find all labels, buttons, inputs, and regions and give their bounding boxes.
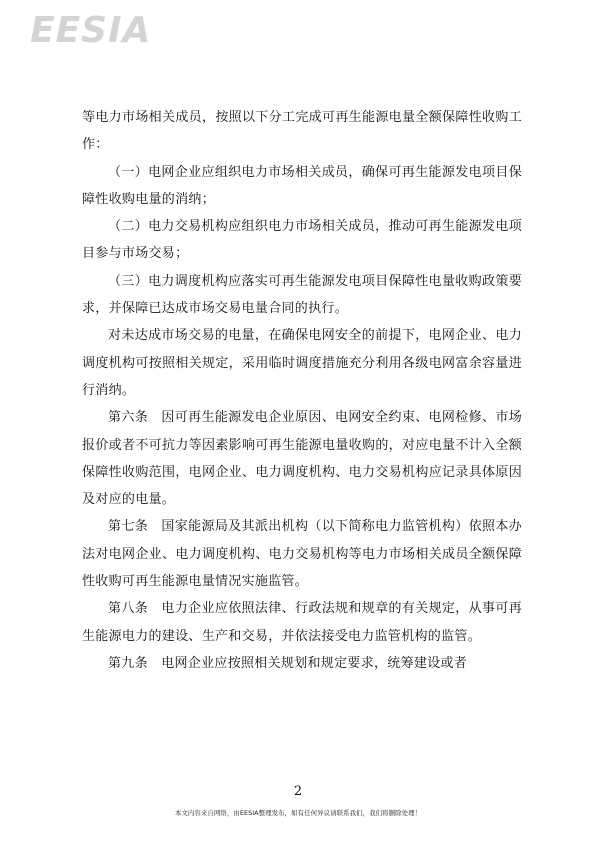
body-paragraph: （一）电网企业应组织电力市场相关成员，确保可再生能源发电项目保障性收购电量的消纳；: [82, 164, 522, 207]
article-8-paragraph: 第八条 电力企业应依照法律、行政法规和规章的有关规定，从事可再生能源电力的建设、生产和交易，并依法接受电力监管机构的监管。: [82, 601, 522, 644]
document-body: [82, 104, 522, 677]
body-paragraph: 等电力市场相关成员，按照以下分工完成可再生能源电量全额保障性收购工作：: [82, 110, 522, 153]
page-number: 2: [293, 784, 303, 799]
article-7-paragraph: 第七条 国家能源局及其派出机构（以下简称电力监管机构）依照本办法对电网企业、电力调度机构、电力交易机构等电力市场相关成员全额保障性收购可再生能源电量情况实施监管。: [82, 519, 522, 590]
article-9-paragraph: 第九条 电网企业应按照相关规划和规定要求，统筹建设或者: [108, 655, 468, 671]
eesia-logo: EESIA: [30, 10, 152, 51]
article-6-paragraph: 第六条 因可再生能源发电企业原因、电网安全约束、电网检修、市场报价或者不可抗力等因素影响可再生能源电量收购的，对应电量不计入全额保障性收购范围，电网企业、电力调度机构、电力交易机构应记录具体原因及对应的电量。: [82, 410, 522, 508]
footer-disclaimer: 本文内容来自网络，由EESIA整理发布，如有任何异议请联系我们，我们将删除处理！: [174, 809, 422, 817]
body-paragraph: （二）电力交易机构应组织电力市场相关成员，推动可再生能源发电项目参与市场交易；: [82, 219, 522, 262]
body-paragraph: 对未达成市场交易的电量，在确保电网安全的前提下，电网企业、电力调度机构可按照相关规定，采用临时调度措施充分利用各级电网富余容量进行消纳。: [82, 328, 522, 398]
body-paragraph: （三）电力调度机构应落实可再生能源发电项目保障性电量收购政策要求，并保障已达成市场交易电量合同的执行。: [82, 273, 522, 317]
